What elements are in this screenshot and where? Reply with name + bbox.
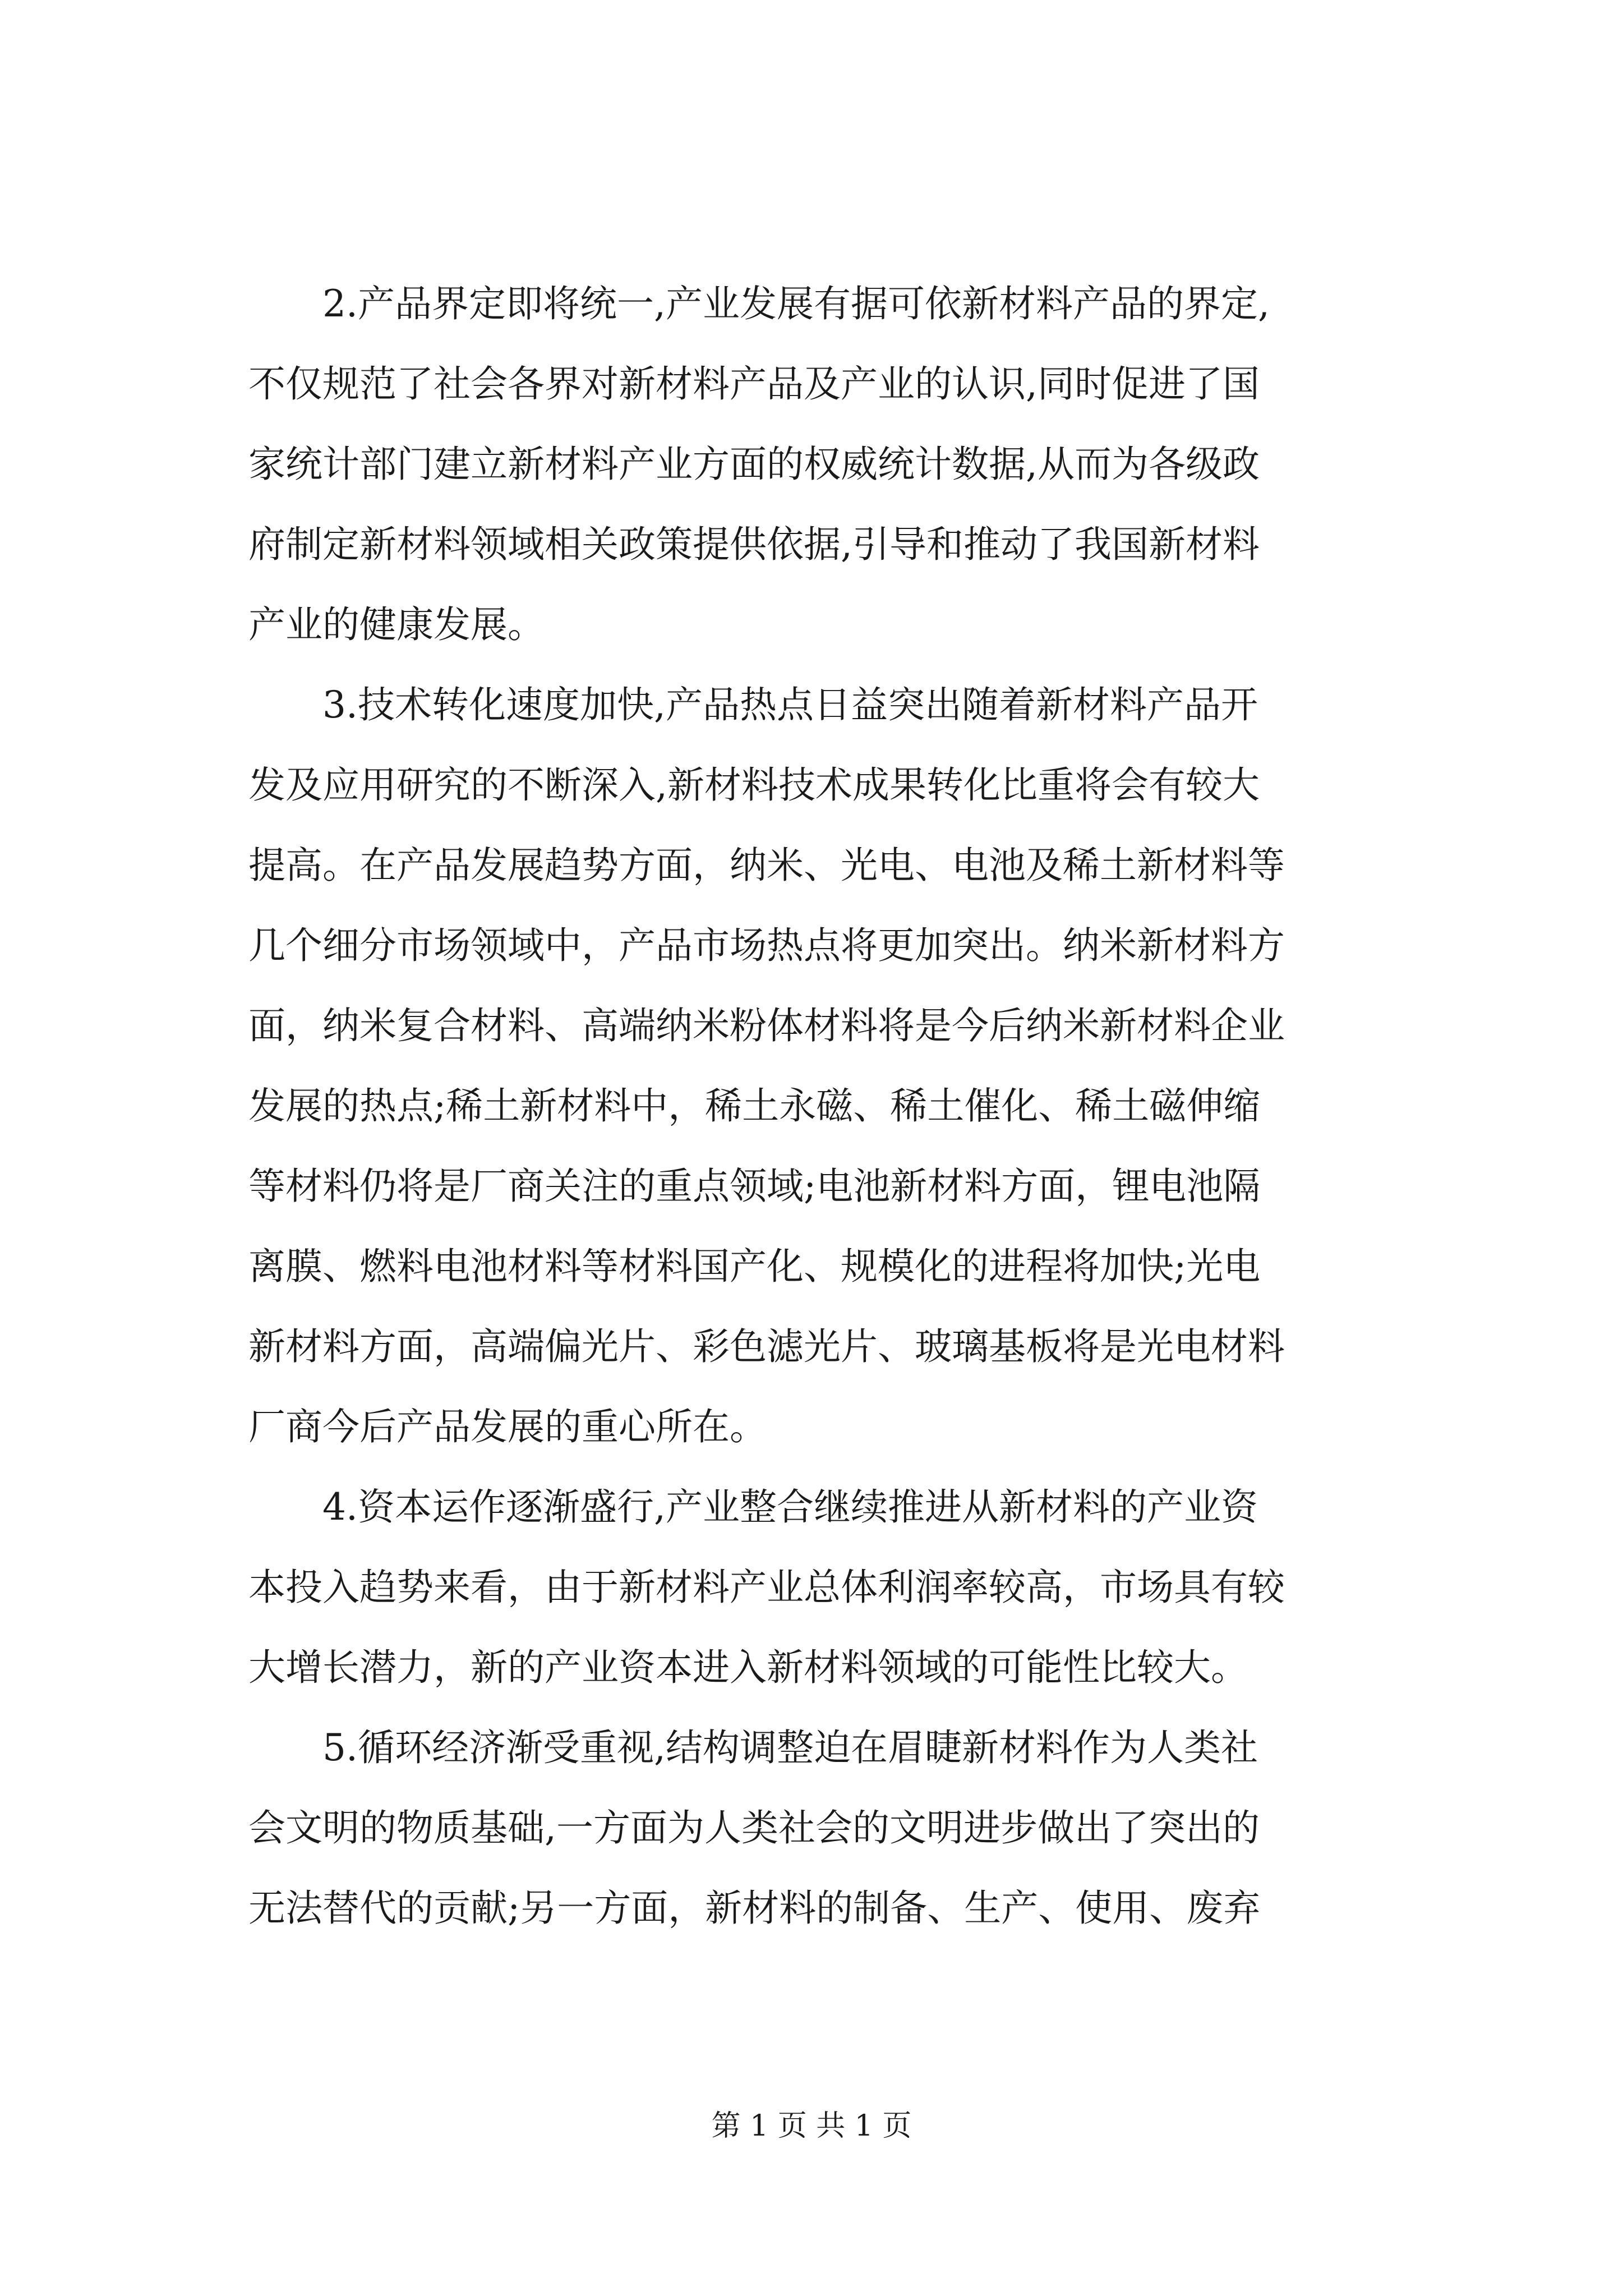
text-line: 产业的健康发展。 [248, 603, 545, 646]
text-line: 离膜、燃料电池材料等材料国产化、规模化的进程将加快;光电 [248, 1245, 1261, 1288]
text-line: 2.产品界定即将统一,产业发展有据可依新材料产品的界定, [322, 282, 1270, 325]
text-line: 厂商今后产品发展的重心所在。 [248, 1405, 767, 1448]
text-line: 不仅规范了社会各界对新材料产品及产业的认识,同时促进了国 [248, 362, 1260, 406]
text-line: 发及应用研究的不断深入,新材料技术成果转化比重将会有较大 [248, 763, 1260, 807]
text-line: 面，纳米复合材料、高端纳米粉体材料将是今后纳米新材料企业 [248, 1004, 1285, 1047]
text-line: 新材料方面，高端偏光片、彩色滤光片、玻璃基板将是光电材料 [248, 1325, 1285, 1368]
text-line: 几个细分市场领域中，产品市场热点将更加突出。纳米新材料方 [248, 924, 1285, 967]
text-line: 本投入趋势来看，由于新材料产业总体利润率较高，市场具有较 [248, 1566, 1285, 1609]
text-line: 大增长潜力，新的产业资本进入新材料领域的可能性比较大。 [248, 1646, 1248, 1689]
text-line: 4.资本运作逐渐盛行,产业整合继续推进从新材料的产业资 [322, 1485, 1258, 1529]
text-line: 等材料仍将是厂商关注的重点领域;电池新材料方面，锂电池隔 [248, 1165, 1261, 1208]
page-footer: 第 1 页 共 1 页 [711, 2109, 912, 2143]
text-line: 提高。在产品发展趋势方面，纳米、光电、电池及稀土新材料等 [248, 844, 1285, 887]
text-line: 3.技术转化速度加快,产品热点日益突出随着新材料产品开 [322, 683, 1258, 726]
text-line: 会文明的物质基础,一方面为人类社会的文明进步做出了突出的 [248, 1806, 1260, 1849]
text-line: 无法替代的贡献;另一方面，新材料的制备、生产、使用、废弃 [248, 1887, 1261, 1930]
text-line: 5.循环经济渐受重视,结构调整迫在眉睫新材料作为人类社 [322, 1726, 1258, 1769]
text-line: 府制定新材料领域相关政策提供依据,引导和推动了我国新材料 [248, 523, 1260, 566]
text-line: 发展的热点;稀土新材料中，稀土永磁、稀土催化、稀土磁伸缩 [248, 1084, 1261, 1128]
text-line: 家统计部门建立新材料产业方面的权威统计数据,从而为各级政 [248, 443, 1260, 486]
